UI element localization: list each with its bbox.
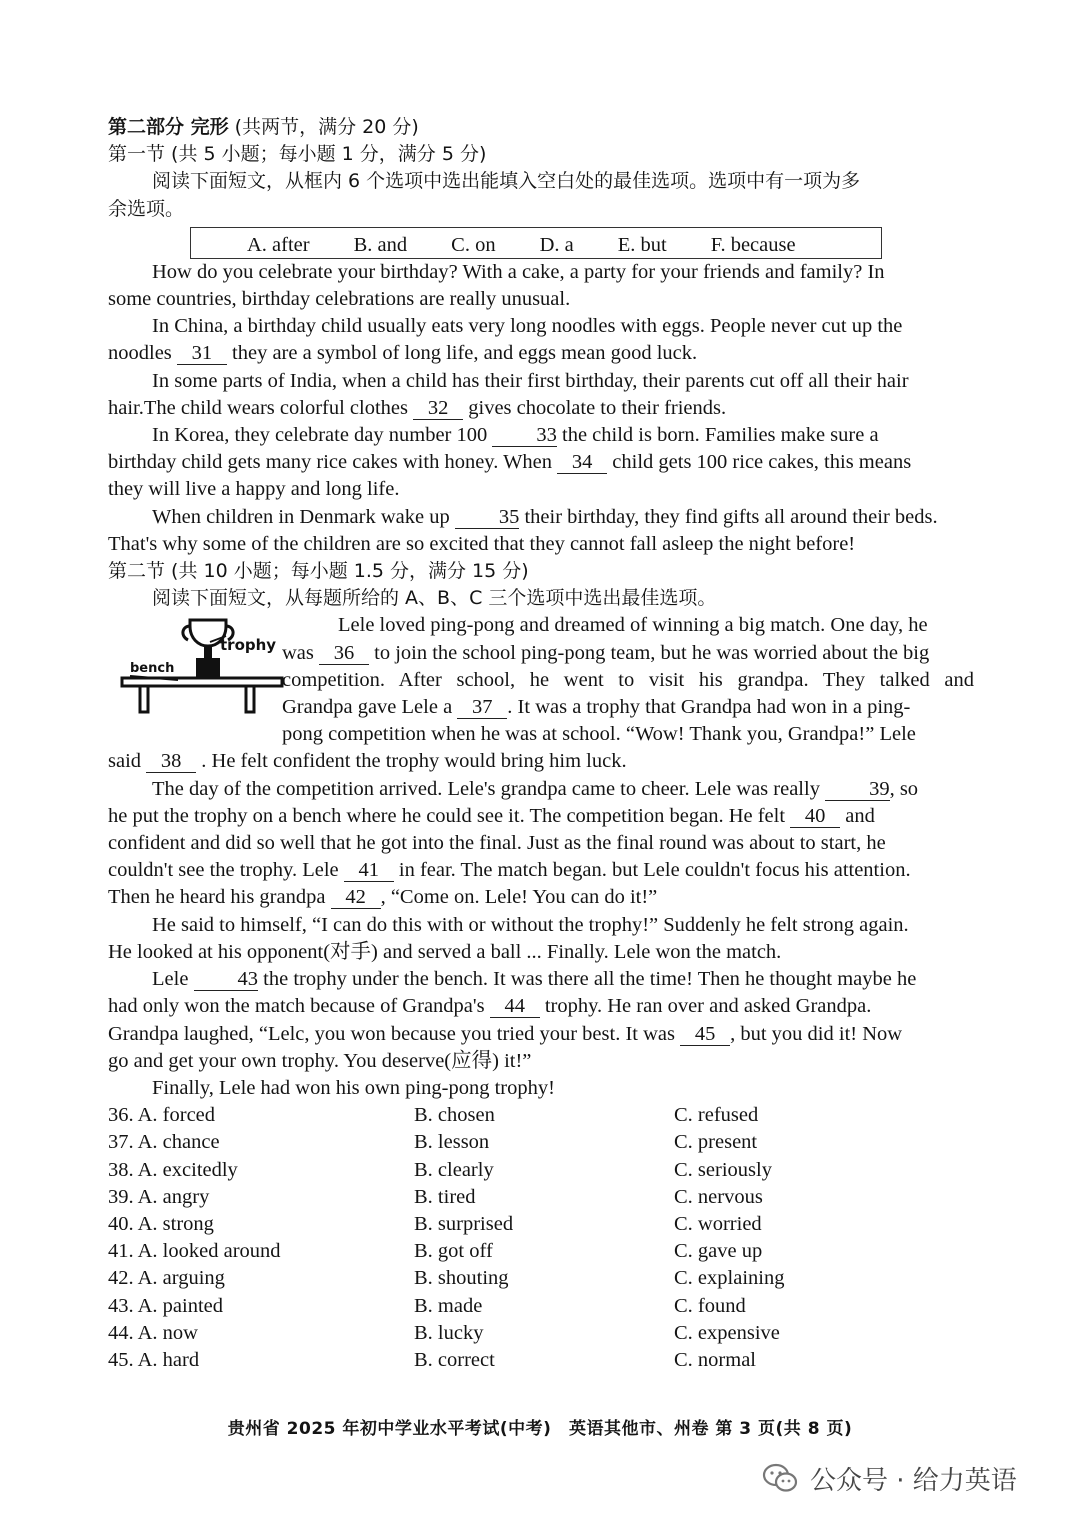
option-36b: B. chosen [414,1104,495,1127]
box-option: B. and [353,233,408,256]
trophy-label: trophy [220,636,277,655]
option-43c: C. found [674,1294,746,1317]
option-45b: B. correct [414,1348,495,1371]
passage-2: trophy bench Lele loved ping-pong and dreamed of winning a big match. One day, he was 36 to join the school ping-pong team, but he was worried about the big competition. After school, he went to visit his grandpa. They talked and Grandpa gave Lele a 37 . It was a trophy that Grandpa had won in a ping- pong competition when he was at school. “Wow! Thank you, Grandpa!” Lele said 38 . He felt confident the trophy would bring him luck. The day of the competition arrived. Lele's grandpa came to cheer. Lele was really 39, so he put the trophy on a bench where he could see it. The competition began. He felt 40 and confident and did so well that he got into the final. Just as the final round was about to start, he couldn't see the trophy. Lele 41 in fear. The match began. but Lele couldn't focus his attention. Then he heard his grandpa 42 , “Come on. Lele! You can do it!” He said to himself, “I can do this with or without the trophy!” Suddenly he felt strong again. He looked at his opponent(对手) and served a ball ... Finally. Lele won the match. Lele 43 the trophy under the bench. It was there all the time! Then he thought maybe he had only won the match because of Grandpa's 44 trophy. He ran over and asked Grandpa. Grandpa laughed, “Lelc, you won because you tried your best. It was 45 , but you did it! Now go and get your own trophy. You deserve(应得) it!” Finally, Lele had won his own ping-pong trophy! [108,614,974,1099]
watermark [762,1460,1017,1497]
option-40c: C. worried [674,1212,762,1235]
option-39b: B. tired [414,1185,476,1208]
option-37c: C. present [674,1131,758,1154]
option-41b: B. got off [414,1240,493,1263]
option-45a: 45. A. hard [108,1348,200,1371]
blank-43: 43 [194,968,259,991]
section2-instruction: 阅读下面短文，从每题所给的 A、B、C 三个选项中选出最佳选项。 [152,587,717,610]
option-38c: C. seriously [674,1158,772,1181]
part2-heading: 第二部分 完形 (共两节，满分 20 分) [108,116,419,138]
option-45c: C. normal [674,1348,756,1371]
box-option: F. because [710,233,796,256]
blank-40: 40 [790,805,840,828]
option-36a: 36. A. forced [108,1104,216,1127]
option-41c: C. gave up [674,1240,763,1263]
option-40a: 40. A. strong [108,1212,214,1235]
blank-38: 38 [146,750,196,773]
bench-label: bench [130,661,175,677]
blank-34: 34 [557,451,607,474]
option-38b: B. clearly [414,1158,494,1181]
box-option: C. on [451,233,496,256]
option-41a: 41. A. looked around [108,1240,281,1263]
wechat-icon [762,1463,798,1495]
page-footer: 贵州省 2025 年初中学业水平考试(中考) 英语其他市、州卷 第 3 页(共 8 页) [227,1419,853,1439]
option-box [190,227,882,259]
option-44b: B. lucky [414,1321,484,1344]
option-42c: C. explaining [674,1267,785,1290]
section1-heading: 第一节 (共 5 小题；每小题 1 分，满分 5 分) [108,143,487,166]
blank-36: 36 [319,642,369,665]
option-39c: C. nervous [674,1185,763,1208]
blank-33: 33 [492,424,557,447]
section1-instruction-cont: 余选项。 [108,197,185,220]
blank-41: 41 [344,859,394,882]
blank-31: 31 [177,342,227,365]
option-36c: C. refused [674,1104,759,1127]
option-42b: B. shouting [414,1267,509,1290]
box-option: E. but [617,233,667,256]
option-44c: C. expensive [674,1321,780,1344]
watermark-text: 公众号 · 给力英语 [810,1466,1017,1496]
option-38a: 38. A. excitedly [108,1158,238,1181]
option-40b: B. surprised [414,1212,514,1235]
box-option: D. a [539,233,574,256]
option-43b: B. made [414,1294,483,1317]
option-39a: 39. A. angry [108,1185,210,1208]
section1-instruction: 阅读下面短文，从框内 6 个选项中选出能填入空白处的最佳选项。选项中有一项为多 [152,170,861,193]
option-37b: B. lesson [414,1131,490,1154]
blank-37: 37 [457,696,507,719]
blank-35: 35 [455,506,520,529]
box-option: A. after [247,233,310,256]
option-37a: 37. A. chance [108,1131,220,1154]
passage-1: How do you celebrate your birthday? With a cake, a party for your friends and family? In some countries, birthday celebrations are really unusual. In China, a birthday child usually eats very long noodles with eggs. People never cut up the noodles 31 they are a symbol of long life, and eggs mean good luck. In some parts of India, when a child has their first birthday, their parents cut off all their hair hair.The child wears colorful clothes 32 gives chocolate to their friends. In Korea, they celebrate day number 100 33 the child is born. Families make sure a birthday child gets many rice cakes with honey. When 34 child gets 100 rice cakes, this means they will live a happy and long life. When children in Denmark wake up 35 their birthday, they find gifts all around their beds. That's why some of the children are so excited that they cannot fall asleep the night before! [108,260,938,555]
blank-44: 44 [490,995,540,1018]
option-44a: 44. A. now [108,1321,198,1344]
blank-32: 32 [413,397,463,420]
blank-39: 39 [825,778,890,801]
option-42a: 42. A. arguing [108,1267,225,1290]
answer-options [108,1102,974,1374]
section2-heading: 第二节 (共 10 小题；每小题 1.5 分，满分 15 分) [108,560,529,583]
blank-42: 42 [331,886,381,909]
exam-page [108,114,974,1374]
blank-45: 45 [680,1023,730,1046]
option-43a: 43. A. painted [108,1294,224,1317]
trophy-bench-illustration [118,616,284,714]
